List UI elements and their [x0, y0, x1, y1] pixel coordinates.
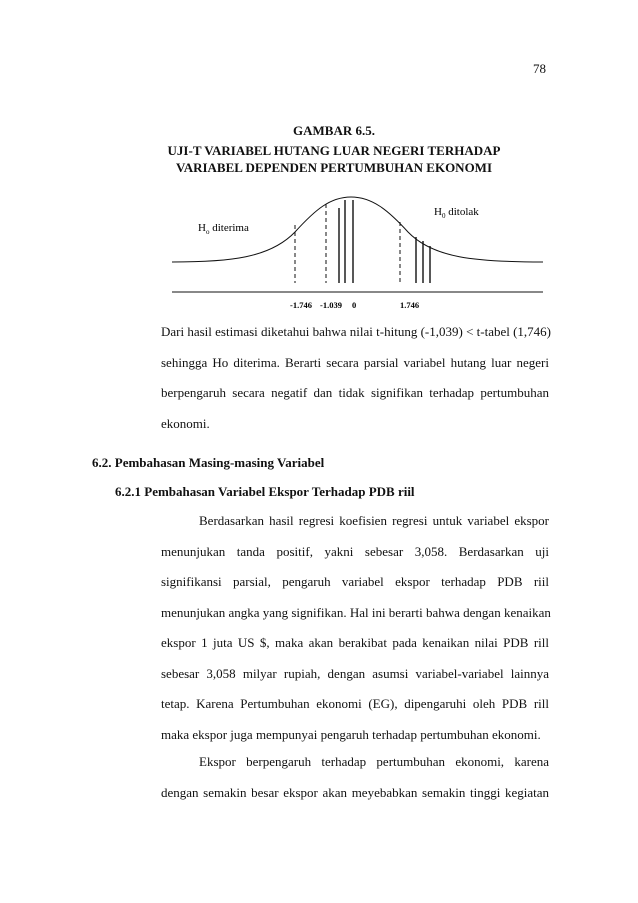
figure-title-line-2: VARIABEL DEPENDEN PERTUMBUHAN EKONOMI: [175, 160, 493, 175]
text-line: menunjukan tanda positif, yakni sebesar 3,058. Berdasarkan uji: [161, 543, 549, 559]
text-line: maka ekspor juga mempunyai pengaruh terhadap pertumbuhan ekonomi.: [161, 726, 541, 742]
text-line: menunjukan angka yang signifikan. Hal ini berarti bahwa dengan kenaikan: [161, 604, 551, 620]
text-line: signifikansi parsial, pengaruh variabel ekspor terhadap PDB riil: [161, 574, 549, 589]
paragraph-ekspor-analysis: [161, 506, 549, 750]
section-heading: 6.2. Pembahasan Masing-masing Variabel: [92, 455, 325, 470]
text-line: berpengaruh secara negatif dan tidak signifikan terhadap pertumbuhan: [161, 385, 549, 400]
text-line: dengan semakin besar ekspor akan meyebabkan semakin tinggi kegiatan: [161, 784, 549, 800]
page-number: 78: [533, 61, 546, 76]
paragraph-ekspor-growth: [161, 747, 549, 808]
text-line: ekspor 1 juta US $, maka akan berakibat pada kenaikan nilai PDB rill: [161, 635, 549, 650]
figure-label: GAMBAR 6.5.: [293, 123, 375, 138]
text-line: sebesar 3,058 milyar rupiah, dengan asumsi variabel-variabel lainnya: [161, 665, 549, 681]
tick-label-pos-t-table: 1.746: [400, 300, 420, 310]
text-line: Ekspor berpengaruh terhadap pertumbuhan ekonomi, karena: [199, 754, 549, 769]
subsection-heading: 6.2.1 Pembahasan Variabel Ekspor Terhadap PDB riil: [115, 484, 415, 499]
figure-title-line-1: UJI-T VARIABEL HUTANG LUAR NEGERI TERHADAP: [167, 143, 501, 158]
paragraph-ttest-result: [161, 317, 552, 439]
t-test-distribution-diagram: [140, 180, 550, 315]
tick-label-zero: 0: [352, 300, 357, 310]
text-line: sehingga Ho diterima. Berarti secara parsial variabel hutang luar negeri: [161, 354, 549, 370]
tick-label-t-hitung: -1.039: [320, 300, 342, 310]
tick-label-neg-t-table: -1.746: [290, 300, 312, 310]
h0-reject-label: $H_0$ ditolak: [434, 206, 479, 220]
text-line: ekonomi.: [161, 415, 210, 431]
text-line: Dari hasil estimasi diketahui bahwa nilai t-hitung (-1,039) < t-tabel (1,746): [161, 324, 552, 339]
text-line: tetap. Karena Pertumbuhan ekonomi (EG), dipengaruhi oleh PDB rill: [161, 696, 549, 711]
h0-accept-label: $H_o$ diterima: [198, 222, 249, 236]
text-line: Berdasarkan hasil regresi koefisien regresi untuk variabel ekspor: [199, 513, 549, 528]
